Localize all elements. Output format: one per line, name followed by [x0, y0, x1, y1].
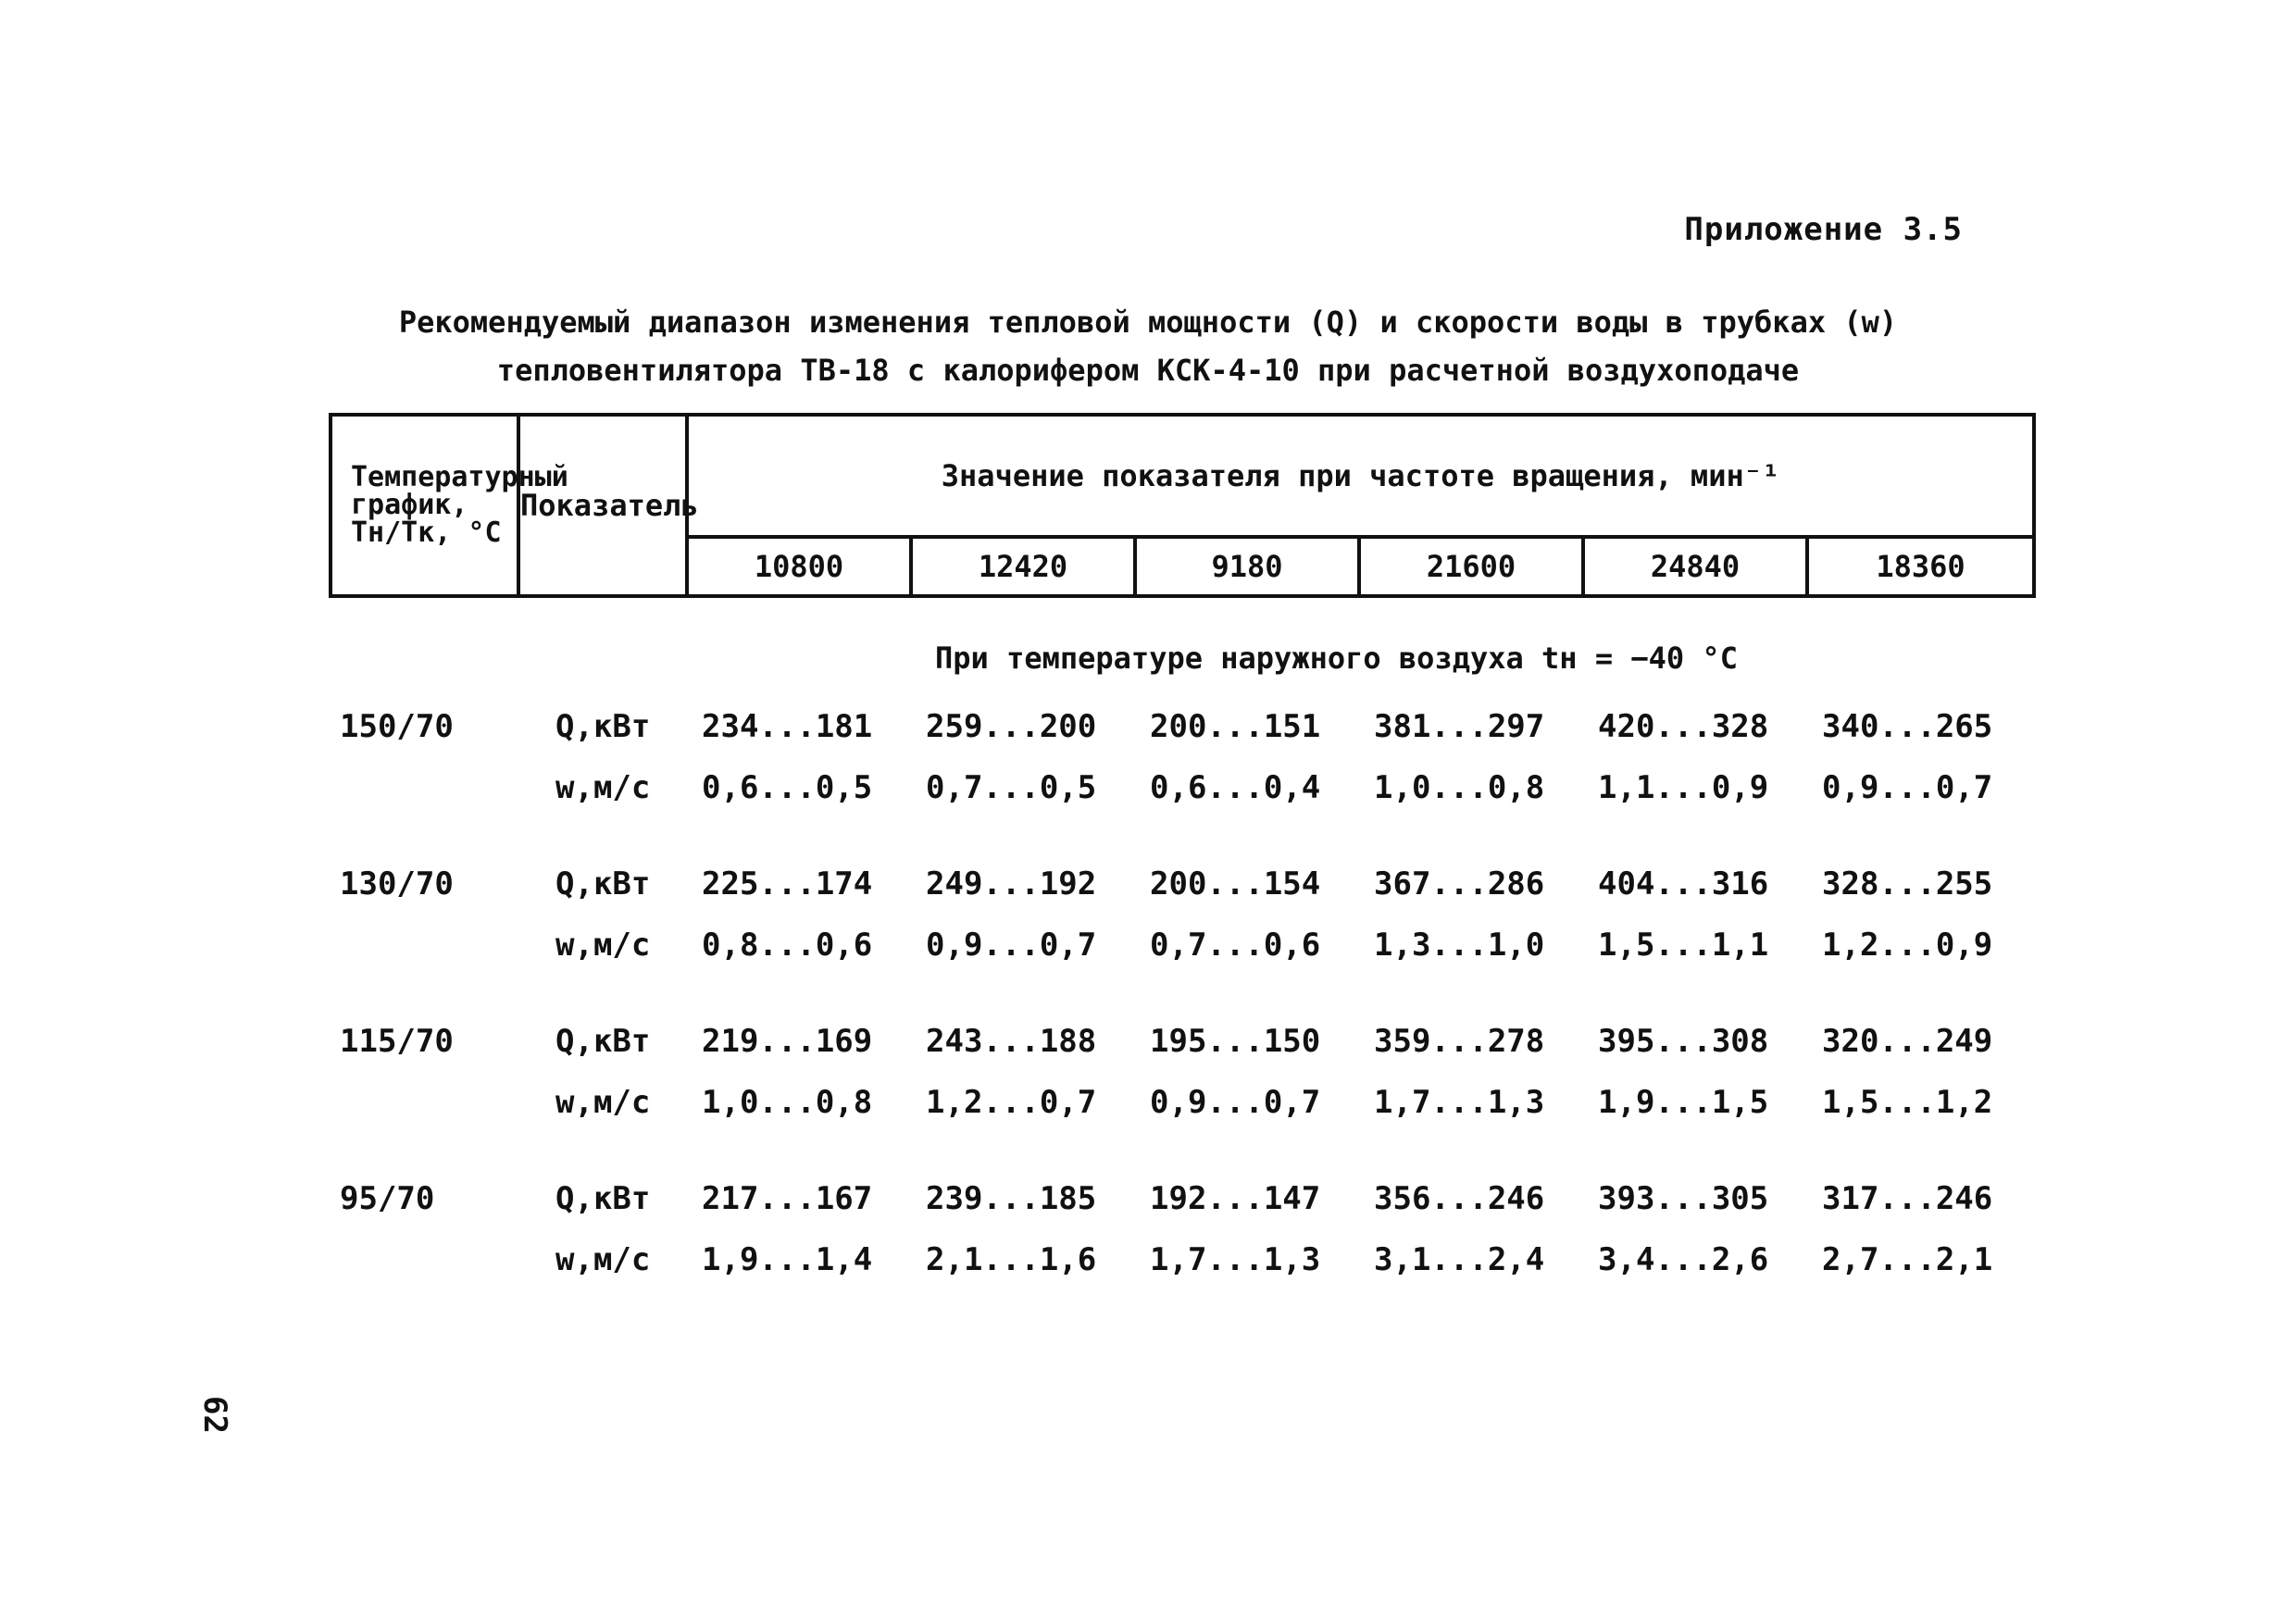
condition-subheading: При температуре наружного воздуха tн = −40 °С: [935, 641, 1738, 676]
indicator-cell: Q,кВт: [555, 1023, 651, 1060]
value-cell: 192...147: [1150, 1180, 1321, 1217]
header-values: Значение показателя при частоте вращения, мин⁻¹: [687, 415, 2034, 537]
table-row: [329, 1072, 2032, 1133]
table-row: [329, 915, 2032, 976]
value-cell: 0,7...0,5: [926, 769, 1097, 806]
value-cell: 0,9...0,7: [1822, 769, 1993, 806]
value-cell: 1,1...0,9: [1598, 769, 1769, 806]
header-freq: 24840: [1583, 537, 1807, 596]
value-cell: 317...246: [1822, 1180, 1993, 1217]
value-cell: 320...249: [1822, 1023, 1993, 1060]
value-cell: 395...308: [1598, 1023, 1769, 1060]
header-freq: 9180: [1135, 537, 1359, 596]
header-freq: 12420: [911, 537, 1135, 596]
value-cell: 259...200: [926, 708, 1097, 745]
indicator-cell: w,м/с: [555, 1084, 651, 1121]
row-group: [329, 1168, 2032, 1290]
value-cell: 195...150: [1150, 1023, 1321, 1060]
temp-schedule-cell: 130/70: [340, 865, 454, 902]
title-line-2: тепловентилятора ТВ-18 с калорифером КСК-4-10 при расчетной воздухоподаче: [496, 353, 1800, 388]
value-cell: 0,6...0,4: [1150, 769, 1321, 806]
value-cell: 239...185: [926, 1180, 1097, 1217]
value-cell: 1,5...1,1: [1598, 927, 1769, 964]
header-freq: 21600: [1359, 537, 1583, 596]
title-line-1: Рекомендуемый диапазон изменения тепловой мощности (Q) и скорости воды в трубках (w): [398, 305, 1898, 340]
indicator-cell: Q,кВт: [555, 1180, 651, 1217]
table-row: [329, 1229, 2032, 1290]
value-cell: 359...278: [1374, 1023, 1545, 1060]
indicator-cell: w,м/с: [555, 927, 651, 964]
row-group: [329, 853, 2032, 976]
value-cell: 1,2...0,7: [926, 1084, 1097, 1121]
value-cell: 1,7...1,3: [1150, 1241, 1321, 1278]
header-freq: 10800: [687, 537, 911, 596]
value-cell: 3,4...2,6: [1598, 1241, 1769, 1278]
temp-schedule-cell: 150/70: [340, 708, 454, 745]
row-group: [329, 696, 2032, 818]
table-row: [329, 1011, 2032, 1072]
value-cell: 404...316: [1598, 865, 1769, 902]
table-row: [329, 757, 2032, 818]
header-freq: 18360: [1807, 537, 2034, 596]
value-cell: 340...265: [1822, 708, 1993, 745]
value-cell: 200...154: [1150, 865, 1321, 902]
table-body: [329, 696, 2032, 1326]
value-cell: 1,0...0,8: [1374, 769, 1545, 806]
indicator-cell: Q,кВт: [555, 708, 651, 745]
value-cell: 420...328: [1598, 708, 1769, 745]
value-cell: 367...286: [1374, 865, 1545, 902]
value-cell: 0,9...0,7: [1150, 1084, 1321, 1121]
table-row: [329, 853, 2032, 915]
value-cell: 356...246: [1374, 1180, 1545, 1217]
table-header: [329, 413, 2036, 598]
value-cell: 381...297: [1374, 708, 1545, 745]
table-row: [329, 696, 2032, 757]
value-cell: 0,7...0,6: [1150, 927, 1321, 964]
temp-schedule-cell: 95/70: [340, 1180, 435, 1217]
indicator-cell: Q,кВт: [555, 865, 651, 902]
value-cell: 217...167: [702, 1180, 873, 1217]
table-row: [329, 1168, 2032, 1229]
header-indicator: Показатель: [518, 415, 687, 596]
value-cell: 200...151: [1150, 708, 1321, 745]
value-cell: 0,6...0,5: [702, 769, 873, 806]
value-cell: 0,8...0,6: [702, 927, 873, 964]
value-cell: 1,3...1,0: [1374, 927, 1545, 964]
indicator-cell: w,м/с: [555, 1241, 651, 1278]
value-cell: 3,1...2,4: [1374, 1241, 1545, 1278]
value-cell: 234...181: [702, 708, 873, 745]
value-cell: 249...192: [926, 865, 1097, 902]
value-cell: 219...169: [702, 1023, 873, 1060]
value-cell: 225...174: [702, 865, 873, 902]
document-title: [278, 298, 2018, 394]
value-cell: 1,9...1,5: [1598, 1084, 1769, 1121]
value-cell: 1,9...1,4: [702, 1241, 873, 1278]
value-cell: 1,5...1,2: [1822, 1084, 1993, 1121]
header-temp-schedule: Температурный график, Тн/Тк, °С: [331, 415, 518, 596]
temp-schedule-cell: 115/70: [340, 1023, 454, 1060]
value-cell: 243...188: [926, 1023, 1097, 1060]
row-group: [329, 1011, 2032, 1133]
value-cell: 1,2...0,9: [1822, 927, 1993, 964]
value-cell: 2,1...1,6: [926, 1241, 1097, 1278]
value-cell: 328...255: [1822, 865, 1993, 902]
value-cell: 0,9...0,7: [926, 927, 1097, 964]
value-cell: 2,7...2,1: [1822, 1241, 1993, 1278]
value-cell: 1,0...0,8: [702, 1084, 873, 1121]
page-number: 62: [196, 1396, 233, 1434]
value-cell: 1,7...1,3: [1374, 1084, 1545, 1121]
value-cell: 393...305: [1598, 1180, 1769, 1217]
appendix-label: Приложение 3.5: [1684, 211, 1963, 248]
indicator-cell: w,м/с: [555, 769, 651, 806]
